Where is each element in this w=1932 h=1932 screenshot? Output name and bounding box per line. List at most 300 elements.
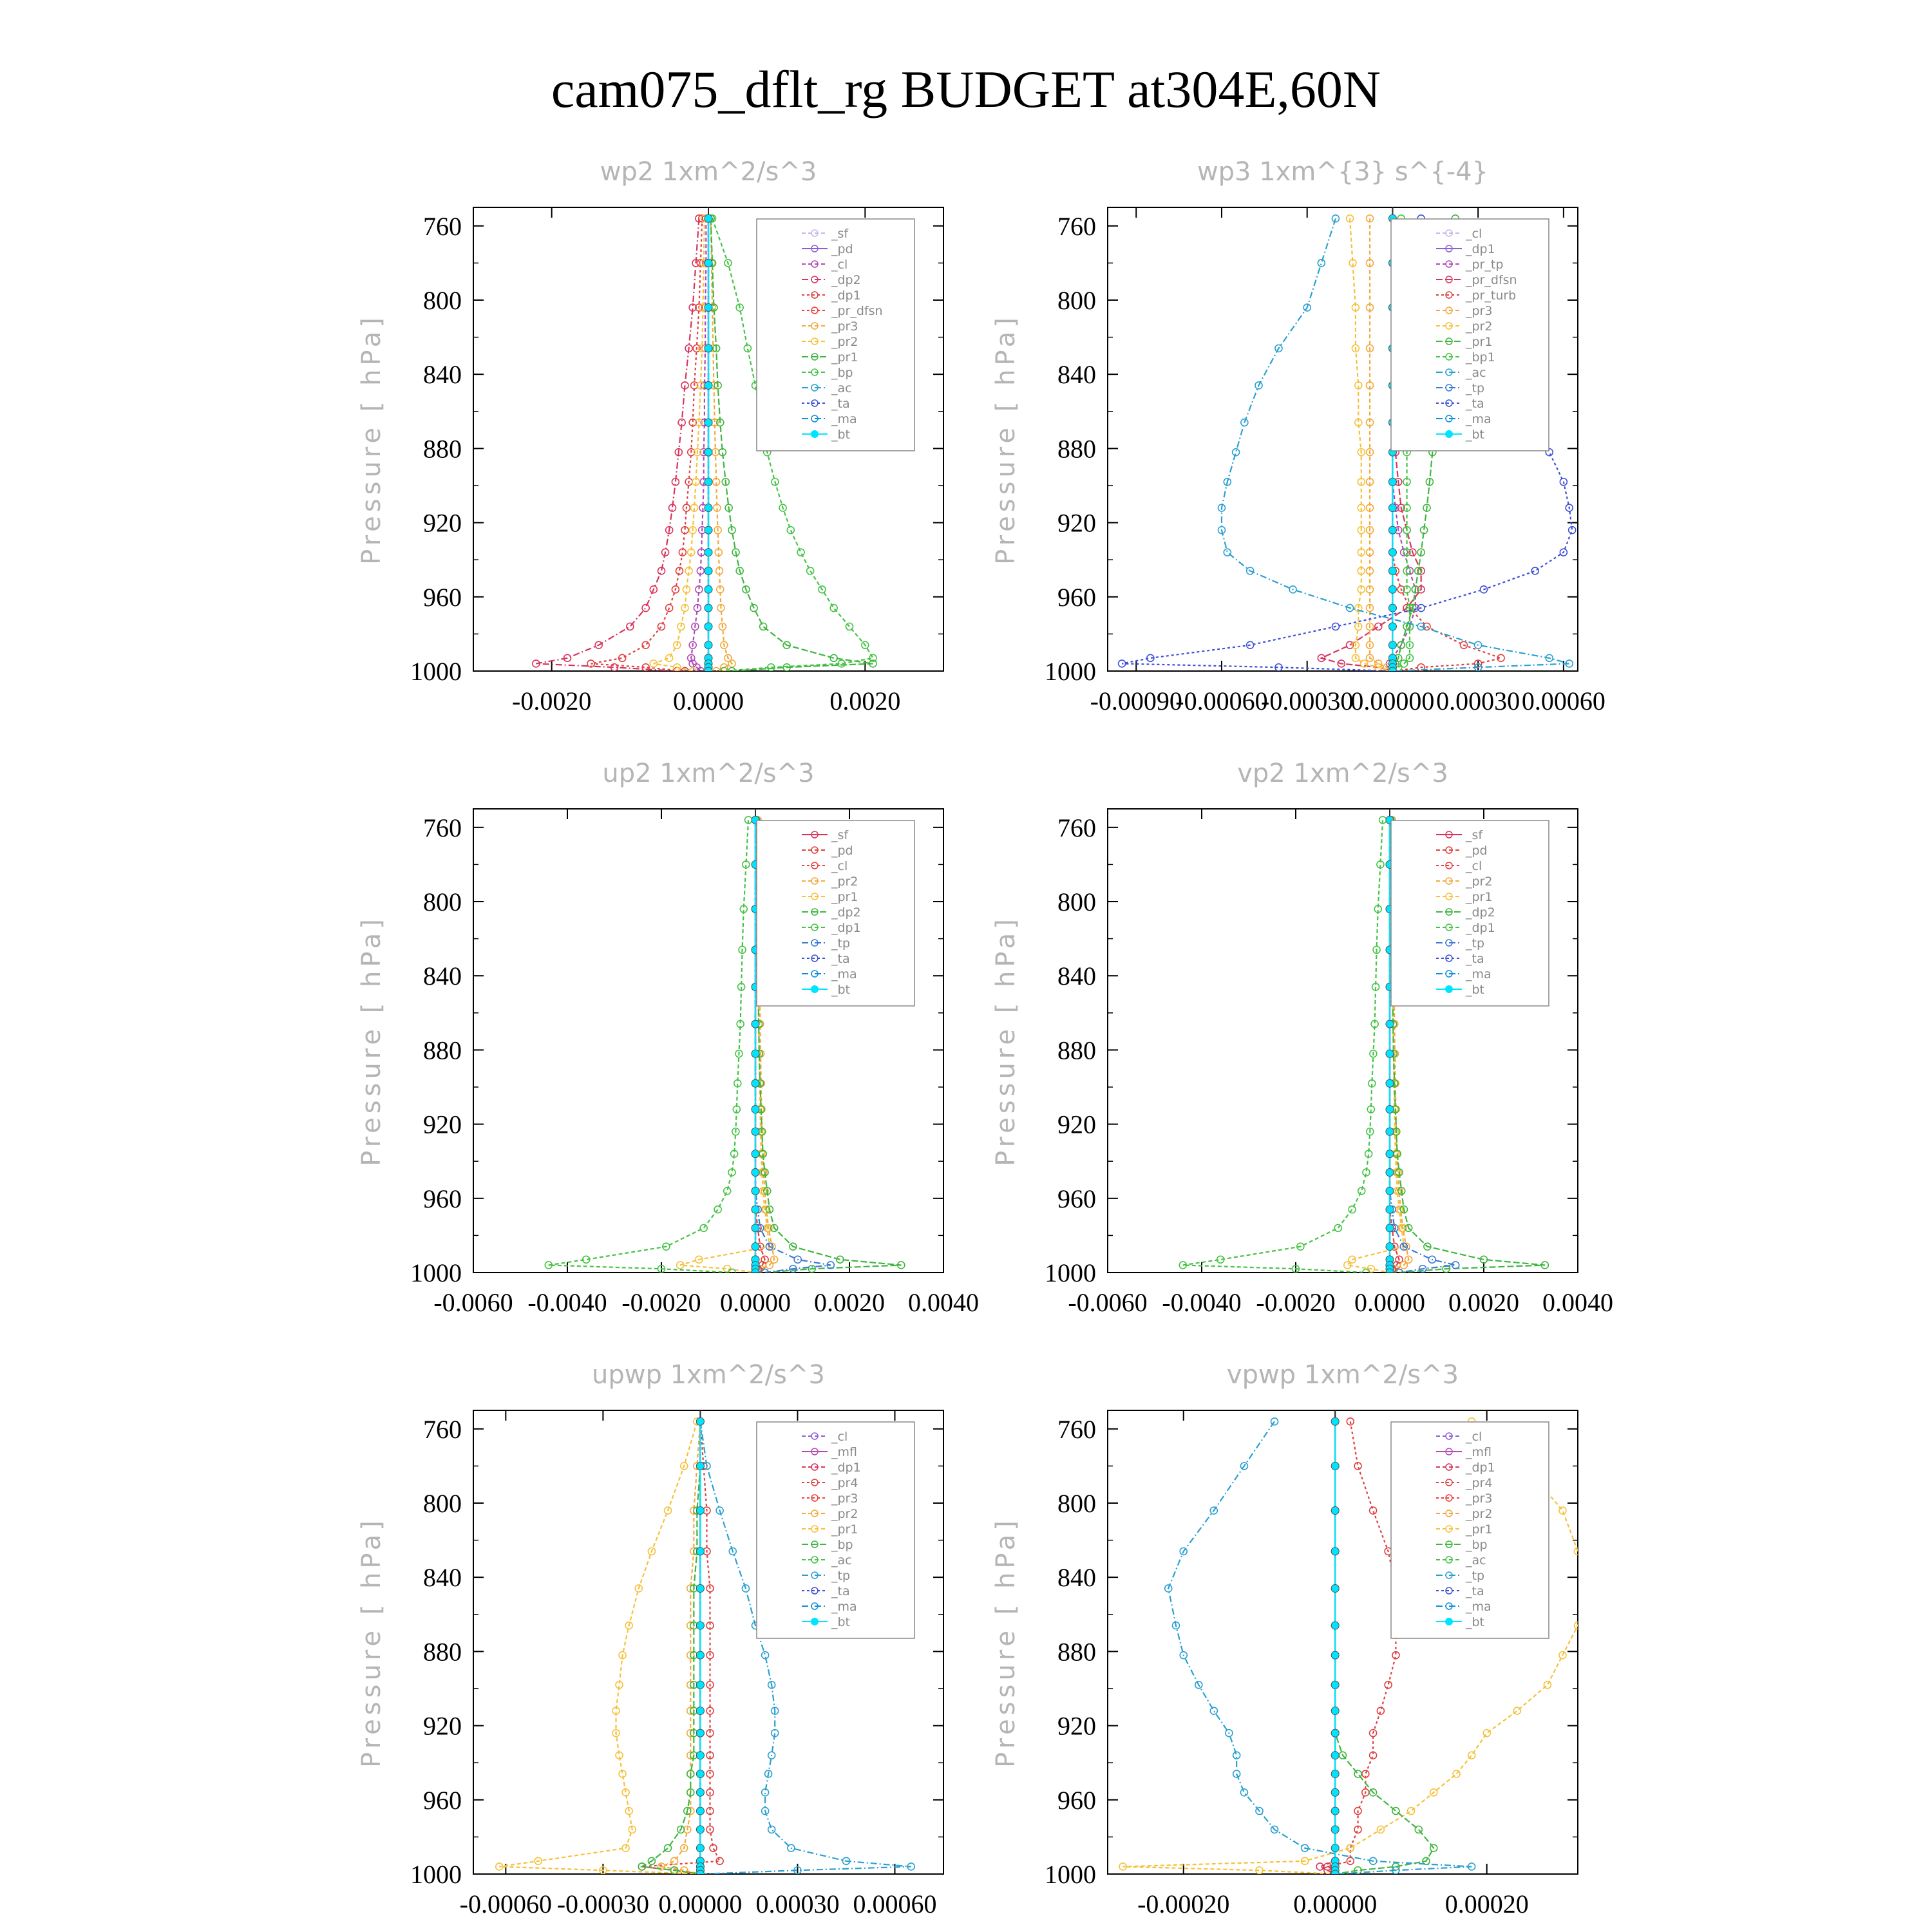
x-tick-label: 0.0020 (1448, 1288, 1519, 1317)
data-point (1386, 1243, 1394, 1251)
legend-label: _pr1 (1466, 890, 1493, 904)
chart-panel-wp2 (357, 157, 943, 715)
y-tick-label: 920 (423, 1711, 462, 1741)
legend-label: _bt (831, 428, 851, 442)
legend (1391, 219, 1549, 451)
y-tick-label: 880 (1057, 1036, 1096, 1065)
x-tick-label: 0.00000 (1293, 1889, 1378, 1918)
x-tick-label: 0.00030 (1436, 687, 1520, 715)
series-line-pr1 (499, 1421, 700, 1874)
data-point (1392, 1808, 1399, 1815)
x-tick-label: 0.0000 (720, 1288, 791, 1317)
legend-label: _dp2 (831, 905, 861, 920)
y-tick-label: 800 (1057, 1489, 1096, 1518)
y-tick-label: 920 (1057, 1110, 1096, 1139)
data-point (752, 1020, 759, 1028)
data-point (705, 214, 712, 222)
data-point (696, 1752, 704, 1759)
data-point (1331, 1651, 1339, 1659)
y-tick-label: 880 (423, 1637, 462, 1667)
legend-label: _bt (1466, 983, 1485, 997)
data-point (752, 1187, 759, 1195)
data-point (1331, 1770, 1339, 1777)
legend-label: _ac (1466, 366, 1486, 380)
data-point (1407, 1808, 1414, 1815)
y-tick-label: 800 (1057, 286, 1096, 315)
data-point (1388, 478, 1396, 486)
data-point (1375, 623, 1382, 630)
data-point (1354, 1770, 1361, 1777)
legend-label: _bp (831, 366, 853, 380)
legend-label: _ma (831, 967, 857, 981)
data-point (787, 527, 794, 534)
y-tick-label: 1000 (410, 657, 462, 686)
data-point (696, 1417, 704, 1425)
y-tick-label: 960 (1057, 1785, 1096, 1815)
y-tick-label: 840 (423, 961, 462, 991)
x-tick-label: -0.00060 (1175, 687, 1268, 715)
legend-label: _dp1 (1466, 921, 1495, 935)
series-line-dp1 (591, 218, 703, 671)
y-tick-label: 760 (1057, 813, 1096, 842)
x-tick-label: -0.00030 (1261, 687, 1354, 715)
legend-label: _pr2 (831, 875, 858, 889)
legend-label: _ac (831, 381, 852, 395)
legend-label: _ma (1466, 412, 1492, 426)
legend-label: _pr2 (1466, 875, 1493, 889)
legend-label: _bp (1466, 1538, 1488, 1552)
panel-title: wp3 1xm^{3} s^{-4} (1197, 157, 1489, 187)
legend-label: _pr_dfsn (1466, 273, 1517, 287)
data-point (1224, 549, 1231, 556)
y-tick-label: 960 (1057, 1184, 1096, 1213)
data-point (658, 623, 665, 630)
y-tick-label: 760 (1057, 211, 1096, 241)
chart-panel-vpwp (991, 1360, 1589, 1918)
data-point (1386, 1269, 1394, 1276)
legend-label: _cl (831, 859, 848, 873)
legend-label: _pr1 (831, 350, 858, 365)
data-point (752, 1128, 759, 1135)
legend-label: _ta (1466, 952, 1484, 966)
data-point (1386, 1106, 1394, 1113)
x-tick-label: 0.00000 (1350, 687, 1435, 715)
data-point (705, 504, 712, 512)
data-point (752, 1224, 759, 1232)
legend-label: _bp1 (1466, 350, 1495, 365)
data-point (705, 419, 712, 426)
data-point (696, 1651, 704, 1659)
legend-label: _pr_turb (1466, 289, 1517, 303)
panel-title: wp2 1xm^2/s^3 (600, 157, 817, 187)
panel-title: vp2 1xm^2/s^3 (1237, 759, 1448, 788)
legend-label: _dp1 (831, 921, 861, 935)
x-tick-label: -0.0040 (1162, 1288, 1242, 1317)
legend (1391, 820, 1549, 1006)
data-point (696, 1507, 704, 1515)
legend-label: _ma (1466, 967, 1492, 981)
y-tick-label: 840 (423, 360, 462, 390)
page-title: cam075_dflt_rg BUDGET at304E,60N (551, 60, 1381, 118)
x-tick-label: -0.0020 (621, 1288, 701, 1317)
data-point (642, 641, 649, 649)
data-point (696, 1826, 704, 1833)
data-point (666, 654, 673, 661)
data-point (752, 1206, 759, 1213)
legend-label: _pd (1466, 844, 1488, 858)
data-point (1386, 1224, 1394, 1232)
y-axis-label: Pressure [ hPa] (357, 314, 386, 565)
panel-title: vpwp 1xm^2/s^3 (1226, 1360, 1459, 1390)
legend-label: _tp (1466, 936, 1485, 951)
y-tick-label: 880 (423, 434, 462, 464)
data-point (696, 1844, 704, 1852)
data-point (642, 605, 649, 612)
legend (757, 219, 914, 451)
y-tick-label: 840 (1057, 961, 1096, 991)
data-point (1386, 1020, 1394, 1028)
y-axis-label: Pressure [ hPa] (357, 915, 386, 1166)
y-tick-label: 760 (423, 1414, 462, 1444)
data-point (705, 526, 712, 534)
y-tick-label: 760 (423, 211, 462, 241)
legend-label: _pr2 (1466, 319, 1493, 334)
data-point (752, 1150, 759, 1158)
legend-marker (1445, 985, 1453, 993)
chart-panel-vp2 (991, 759, 1613, 1317)
data-point (705, 448, 712, 456)
legend-label: _ta (831, 397, 850, 411)
x-tick-label: 0.0020 (814, 1288, 885, 1317)
data-point (1331, 1681, 1339, 1689)
data-point (1513, 1707, 1520, 1714)
data-point (696, 1462, 704, 1470)
y-tick-label: 760 (423, 813, 462, 842)
y-tick-label: 840 (1057, 1563, 1096, 1593)
data-point (1331, 1788, 1339, 1796)
panel-title: upwp 1xm^2/s^3 (592, 1360, 825, 1390)
data-point (671, 1857, 678, 1864)
legend-marker (811, 430, 819, 438)
y-tick-label: 840 (1057, 360, 1096, 390)
legend-label: _cl (1466, 859, 1482, 873)
chart-panel-up2 (357, 759, 979, 1317)
legend-label: _pd (831, 242, 853, 256)
y-tick-label: 920 (423, 1110, 462, 1139)
data-point (1388, 623, 1396, 630)
data-point (1388, 667, 1396, 675)
series-line-dp1 (549, 820, 748, 1273)
data-point (696, 1584, 704, 1592)
series-line-pr2 (1350, 218, 1392, 671)
panel-title: up2 1xm^2/s^3 (602, 759, 815, 788)
x-tick-label: 0.0040 (1542, 1288, 1613, 1317)
x-tick-label: 0.00000 (658, 1889, 743, 1918)
legend-label: _pr2 (1466, 1507, 1493, 1521)
legend-label: _dp1 (1466, 242, 1495, 256)
series-line-pr2 (654, 218, 705, 671)
data-point (1453, 1770, 1460, 1777)
legend-label: _sf (1466, 828, 1483, 842)
data-point (1386, 1206, 1394, 1213)
legend-label: _ta (1466, 397, 1484, 411)
y-tick-label: 920 (1057, 508, 1096, 538)
data-point (1386, 1187, 1394, 1195)
data-point (1531, 567, 1539, 574)
legend-marker (811, 985, 819, 993)
y-tick-label: 960 (423, 1785, 462, 1815)
data-point (1388, 604, 1396, 612)
legend-label: _pr3 (1466, 1492, 1493, 1506)
y-tick-label: 880 (1057, 434, 1096, 464)
data-point (752, 1079, 759, 1087)
data-point (1388, 504, 1396, 512)
x-tick-label: 0.0000 (1354, 1288, 1425, 1317)
x-tick-label: 0.00060 (1521, 687, 1605, 715)
data-point (700, 1224, 707, 1231)
data-point (797, 549, 804, 556)
data-point (752, 1243, 759, 1251)
legend-label: _pr1 (831, 1522, 858, 1537)
data-point (696, 1707, 704, 1715)
legend-label: _tp (831, 1569, 851, 1583)
data-point (1331, 1462, 1339, 1470)
data-point (1544, 1681, 1551, 1689)
data-point (830, 605, 837, 612)
x-tick-label: -0.00020 (1137, 1889, 1230, 1918)
legend (757, 820, 914, 1006)
data-point (705, 381, 712, 389)
data-point (752, 1168, 759, 1176)
legend-marker (811, 1618, 819, 1625)
legend-label: _cl (1466, 1430, 1482, 1444)
data-point (1316, 1863, 1323, 1870)
data-point (752, 1106, 759, 1113)
legend-label: _dp2 (831, 273, 861, 287)
y-tick-label: 800 (423, 286, 462, 315)
legend-label: _ma (1466, 1600, 1492, 1614)
x-tick-label: 0.0000 (673, 687, 744, 715)
data-point (705, 478, 712, 486)
data-point (696, 1681, 704, 1689)
legend-label: _tp (831, 936, 851, 951)
legend-label: _pr3 (831, 1492, 858, 1506)
legend-label: _ta (1466, 1584, 1484, 1598)
x-tick-label: -0.00090 (1090, 687, 1182, 715)
data-point (1331, 1507, 1339, 1515)
data-point (705, 623, 712, 630)
x-tick-label: -0.0040 (527, 1288, 607, 1317)
legend-label: _bp (831, 1538, 853, 1552)
y-tick-label: 800 (1057, 887, 1096, 916)
data-point (1388, 549, 1396, 556)
data-point (752, 1050, 759, 1057)
data-point (1386, 1150, 1394, 1158)
legend-label: _pr_tp (1466, 258, 1504, 272)
legend (1391, 1422, 1549, 1638)
data-point (1334, 1224, 1341, 1231)
legend-label: _cl (831, 1430, 848, 1444)
data-point (1388, 641, 1396, 649)
y-tick-label: 920 (1057, 1711, 1096, 1741)
legend-label: _pr4 (1466, 1476, 1493, 1490)
legend-label: _ac (831, 1553, 852, 1567)
legend-label: _pr3 (831, 319, 858, 334)
data-point (846, 623, 853, 630)
legend-label: _mfl (1466, 1445, 1492, 1459)
legend-label: _dp1 (1466, 1461, 1495, 1475)
data-point (665, 1844, 672, 1852)
legend-marker (1445, 1618, 1453, 1625)
data-point (1318, 260, 1325, 267)
data-point (705, 549, 712, 556)
data-point (1349, 1206, 1356, 1213)
y-tick-label: 880 (423, 1036, 462, 1065)
y-tick-label: 1000 (1045, 1258, 1096, 1287)
data-point (696, 1729, 704, 1737)
data-point (1582, 1585, 1589, 1592)
chart-panel-wp3 (991, 157, 1605, 715)
data-point (705, 604, 712, 612)
data-point (1559, 1507, 1566, 1514)
y-axis-label: Pressure [ hPa] (357, 1517, 386, 1768)
data-point (696, 1788, 704, 1796)
data-point (1331, 1807, 1339, 1815)
data-point (760, 623, 767, 630)
x-tick-label: -0.0060 (1068, 1288, 1148, 1317)
legend-label: _tp (1466, 1569, 1485, 1583)
legend-label: _ma (831, 412, 857, 426)
legend-label: _pr_dfsn (831, 304, 883, 318)
legend-label: _bt (831, 1615, 851, 1629)
legend (757, 1422, 914, 1638)
legend-label: _pr2 (831, 335, 858, 349)
y-tick-label: 920 (423, 508, 462, 538)
legend-label: _bt (1466, 428, 1485, 442)
data-point (1331, 1584, 1339, 1592)
legend-label: _cl (1466, 227, 1482, 241)
series-line-pr3 (1370, 218, 1392, 671)
data-point (1388, 526, 1396, 534)
data-point (1415, 1826, 1422, 1833)
legend-label: _bt (831, 983, 851, 997)
y-tick-label: 960 (423, 1184, 462, 1213)
y-tick-label: 960 (423, 582, 462, 612)
legend-label: _ma (831, 1600, 857, 1614)
y-tick-label: 880 (1057, 1637, 1096, 1667)
series-line-dp1 (1183, 820, 1383, 1273)
data-point (1331, 1826, 1339, 1833)
data-point (1331, 1752, 1339, 1759)
legend-label: _pr3 (1466, 304, 1493, 318)
data-point (1388, 567, 1396, 574)
y-axis-label: Pressure [ hPa] (991, 915, 1021, 1166)
data-point (705, 641, 712, 649)
x-tick-label: -0.00030 (556, 1889, 650, 1918)
data-point (1331, 1622, 1339, 1629)
data-point (1240, 1789, 1247, 1796)
data-point (1388, 585, 1396, 593)
legend-label: _dp1 (831, 1461, 861, 1475)
y-tick-label: 800 (423, 1489, 462, 1518)
data-point (705, 667, 712, 675)
data-point (1331, 1707, 1339, 1715)
chart-panel-upwp (357, 1360, 943, 1918)
data-point (696, 1807, 704, 1815)
y-tick-label: 1000 (1045, 1860, 1096, 1889)
data-point (1370, 1507, 1377, 1514)
data-point (1483, 1730, 1490, 1737)
data-point (696, 1548, 704, 1555)
data-point (696, 1770, 704, 1777)
y-tick-label: 800 (423, 887, 462, 916)
legend-label: _pr1 (831, 890, 858, 904)
data-point (1386, 1128, 1394, 1135)
x-tick-label: 0.0020 (829, 687, 901, 715)
y-tick-label: 840 (423, 1563, 462, 1593)
x-tick-label: -0.0020 (512, 687, 592, 715)
legend-label: _dp2 (1466, 905, 1495, 920)
legend-label: _pr1 (1466, 335, 1493, 349)
x-tick-label: -0.0060 (433, 1288, 513, 1317)
legend-marker (1445, 430, 1453, 438)
legend-label: _tp (1466, 381, 1485, 395)
y-tick-label: 760 (1057, 1414, 1096, 1444)
series-line-dp2 (536, 218, 699, 671)
legend-label: _cl (831, 258, 848, 272)
data-point (1386, 1050, 1394, 1057)
legend-label: _dp1 (831, 289, 861, 303)
data-point (705, 259, 712, 267)
series-line-pr4 (642, 1421, 720, 1874)
data-point (714, 1206, 721, 1213)
legend-label: _mfl (831, 1445, 857, 1459)
data-point (705, 585, 712, 593)
x-tick-label: -0.00060 (459, 1889, 553, 1918)
series-line-bp (642, 1421, 701, 1874)
y-axis-label: Pressure [ hPa] (991, 1517, 1021, 1768)
legend-label: _ta (831, 952, 850, 966)
y-tick-label: 1000 (410, 1258, 462, 1287)
legend-label: _pr1 (1466, 1522, 1493, 1537)
x-tick-label: -0.0020 (1256, 1288, 1336, 1317)
data-point (1331, 1417, 1339, 1425)
series-line-dp1 (1320, 1421, 1336, 1874)
legend-label: _ac (1466, 1553, 1486, 1567)
series-line-pr4 (1327, 1421, 1396, 1874)
data-point (705, 345, 712, 352)
y-tick-label: 1000 (410, 1860, 462, 1889)
data-point (705, 304, 712, 312)
legend-label: _pr4 (831, 1476, 858, 1490)
data-point (1468, 1752, 1475, 1759)
legend-label: _pr2 (831, 1507, 858, 1521)
legend-label: _bt (1466, 1615, 1485, 1629)
y-tick-label: 960 (1057, 582, 1096, 612)
x-tick-label: 0.0040 (908, 1288, 979, 1317)
legend-label: _ta (831, 1584, 850, 1598)
data-point (752, 1269, 759, 1276)
y-axis-label: Pressure [ hPa] (991, 314, 1021, 565)
data-point (1331, 1729, 1339, 1737)
data-point (1210, 1707, 1217, 1714)
x-tick-label: 0.00030 (755, 1889, 840, 1918)
data-point (1331, 1844, 1339, 1852)
data-point (1386, 1079, 1394, 1087)
legend-label: _pd (831, 844, 853, 858)
data-point (1331, 1548, 1339, 1555)
data-point (1386, 1168, 1394, 1176)
